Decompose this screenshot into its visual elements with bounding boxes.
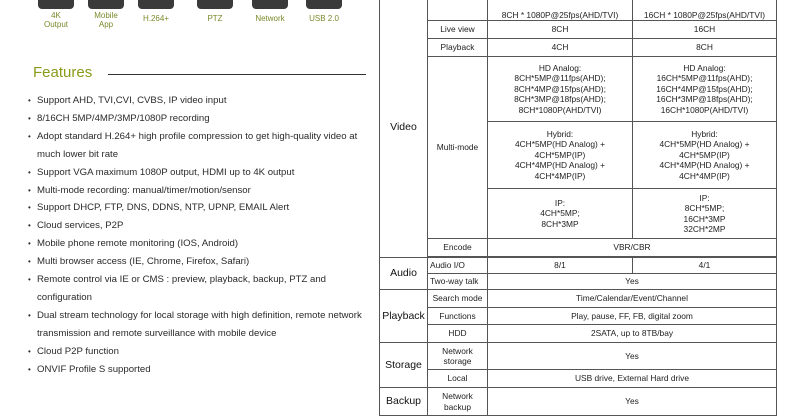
table-row [380, 308, 777, 325]
row-label-encode: Encode [428, 239, 488, 257]
row-label-search-mode: Search mode [428, 290, 488, 308]
cell-8ch-hybrid: Hybrid: 4CH*5MP(HD Analog) + 4CH*5MP(IP) 4CH*4MP(HD Analog) + 4CH*4MP(IP) [488, 122, 633, 189]
feature-item: • Mobile phone remote monitoring (IOS, Android) [28, 235, 373, 253]
cell-network-backup: Yes [488, 388, 777, 416]
row-label-live-view: Live view [428, 21, 488, 39]
cell-8ch: 8CH [488, 21, 633, 39]
row-label-blank [428, 0, 488, 21]
cell-encode: VBR/CBR [488, 239, 777, 257]
row-label-hdd: HDD [428, 325, 488, 343]
cell-network-storage: Yes [488, 343, 777, 370]
row-label-playback: Playback [428, 39, 488, 57]
cell-8ch: 4CH [488, 39, 633, 57]
icon-label: 4K Output [43, 11, 68, 29]
feature-item: • Adopt standard H.264+ high profile compression to get high-quality video at much lower bit rate [28, 128, 373, 164]
cell-8ch: 8CH * 1080P@25fps(AHD/TVI) [488, 0, 633, 21]
cell-16ch: 16CH [633, 21, 777, 39]
cell-16ch-hybrid: Hybrid: 4CH*5MP(HD Analog) + 4CH*5MP(IP) 4CH*4MP(HD Analog) + 4CH*4MP(IP) [633, 122, 777, 189]
row-label-audio-io: Audio I/O [428, 258, 488, 274]
category-audio: Audio [380, 258, 428, 290]
table-row [380, 21, 777, 39]
row-label-multi-mode: Multi-mode [428, 57, 488, 239]
usb-icon-shape [306, 0, 342, 9]
mobile-app-icon [80, 0, 132, 29]
cell-16ch: 4/1 [633, 258, 777, 274]
row-label-local: Local [428, 370, 488, 388]
table-row [380, 274, 777, 290]
icon-label: H.264+ [142, 14, 170, 23]
ptz-icon [189, 0, 241, 23]
4k-output-icon-shape [38, 0, 74, 9]
icon-label: PTZ [207, 14, 223, 23]
features-divider [108, 74, 366, 75]
cell-16ch: 16CH * 1080P@25fps(AHD/TVI) [633, 0, 777, 21]
table-row [380, 290, 777, 308]
row-label-functions: Functions [428, 308, 488, 325]
cell-search-mode: Time/Calendar/Event/Channel [488, 290, 777, 308]
cell-two-way-talk: Yes [488, 274, 777, 290]
table-row [380, 388, 777, 416]
icon-label: Network [255, 14, 285, 23]
table-row [380, 239, 777, 257]
cell-8ch-ip: IP: 4CH*5MP; 8CH*3MP [488, 189, 633, 239]
cell-hdd: 2SATA, up to 8TB/bay [488, 325, 777, 343]
spec-table [379, 0, 777, 416]
cell-functions: Play, pause, FF, FB, digital zoom [488, 308, 777, 325]
ptz-icon-shape [197, 0, 233, 9]
network-icon [244, 0, 296, 23]
table-row [380, 325, 777, 343]
h264-icon [130, 0, 182, 23]
icon-label: USB 2.0 [309, 14, 339, 23]
feature-item: • ONVIF Profile S supported [28, 361, 373, 379]
table-row [380, 343, 777, 370]
feature-item: • Remote control via IE or CMS : preview, playback, backup, PTZ and configuration [28, 271, 373, 307]
table-row [380, 258, 777, 274]
row-label-network-storage: Network storage [428, 343, 488, 370]
h264-icon-shape [138, 0, 174, 9]
row-label-network-backup: Network backup [428, 388, 488, 416]
table-row [380, 39, 777, 57]
category-video: Video [380, 0, 428, 258]
category-storage: Storage [380, 343, 428, 388]
feature-item: • Dual stream technology for local storage with high definition, remote network transmission and remote surveillance with mobile device [28, 307, 373, 343]
feature-item: • Cloud P2P function [28, 343, 373, 361]
feature-item: • Support AHD, TVI,CVI, CVBS, IP video input [28, 92, 373, 110]
row-label-two-way-talk: Two-way talk [428, 274, 488, 290]
feature-item: • Multi browser access (IE, Chrome, Firefox, Safari) [28, 253, 373, 271]
usb-icon [298, 0, 350, 23]
4k-output-icon [30, 0, 82, 29]
feature-item: • 8/16CH 5MP/4MP/3MP/1080P recording [28, 110, 373, 128]
cell-local: USB drive, External Hard drive [488, 370, 777, 388]
network-icon-shape [252, 0, 288, 9]
cell-16ch-hd: HD Analog: 16CH*5MP@11fps(AHD); 16CH*4MP@15fps(AHD); 16CH*3MP@18fps(AHD); 16CH*1080P(AHD/TVI) [633, 57, 777, 122]
table-row [380, 0, 777, 21]
feature-item: • Cloud services, P2P [28, 217, 373, 235]
cell-8ch: 8/1 [488, 258, 633, 274]
features-heading: Features [33, 64, 93, 81]
feature-icons [30, 0, 350, 34]
mobile-app-icon-shape [88, 0, 124, 9]
feature-item: • Support VGA maximum 1080P output, HDMI up to 4K output [28, 164, 373, 182]
category-backup: Backup [380, 388, 428, 416]
cell-8ch-hd: HD Analog: 8CH*5MP@11fps(AHD); 8CH*4MP@15fps(AHD); 8CH*3MP@18fps(AHD); 8CH*1080P(AHD/TVI) [488, 57, 633, 122]
feature-item: • Multi-mode recording: manual/timer/motion/sensor [28, 182, 373, 200]
icon-label: Mobile App [94, 11, 118, 29]
category-playback: Playback [380, 290, 428, 343]
cell-16ch-ip: IP: 8CH*5MP; 16CH*3MP 32CH*2MP [633, 189, 777, 239]
table-row [380, 370, 777, 388]
features-list [28, 92, 373, 379]
table-row [380, 57, 777, 122]
feature-item: • Support DHCP, FTP, DNS, DDNS, NTP, UPNP, EMAIL Alert [28, 199, 373, 217]
cell-16ch: 8CH [633, 39, 777, 57]
